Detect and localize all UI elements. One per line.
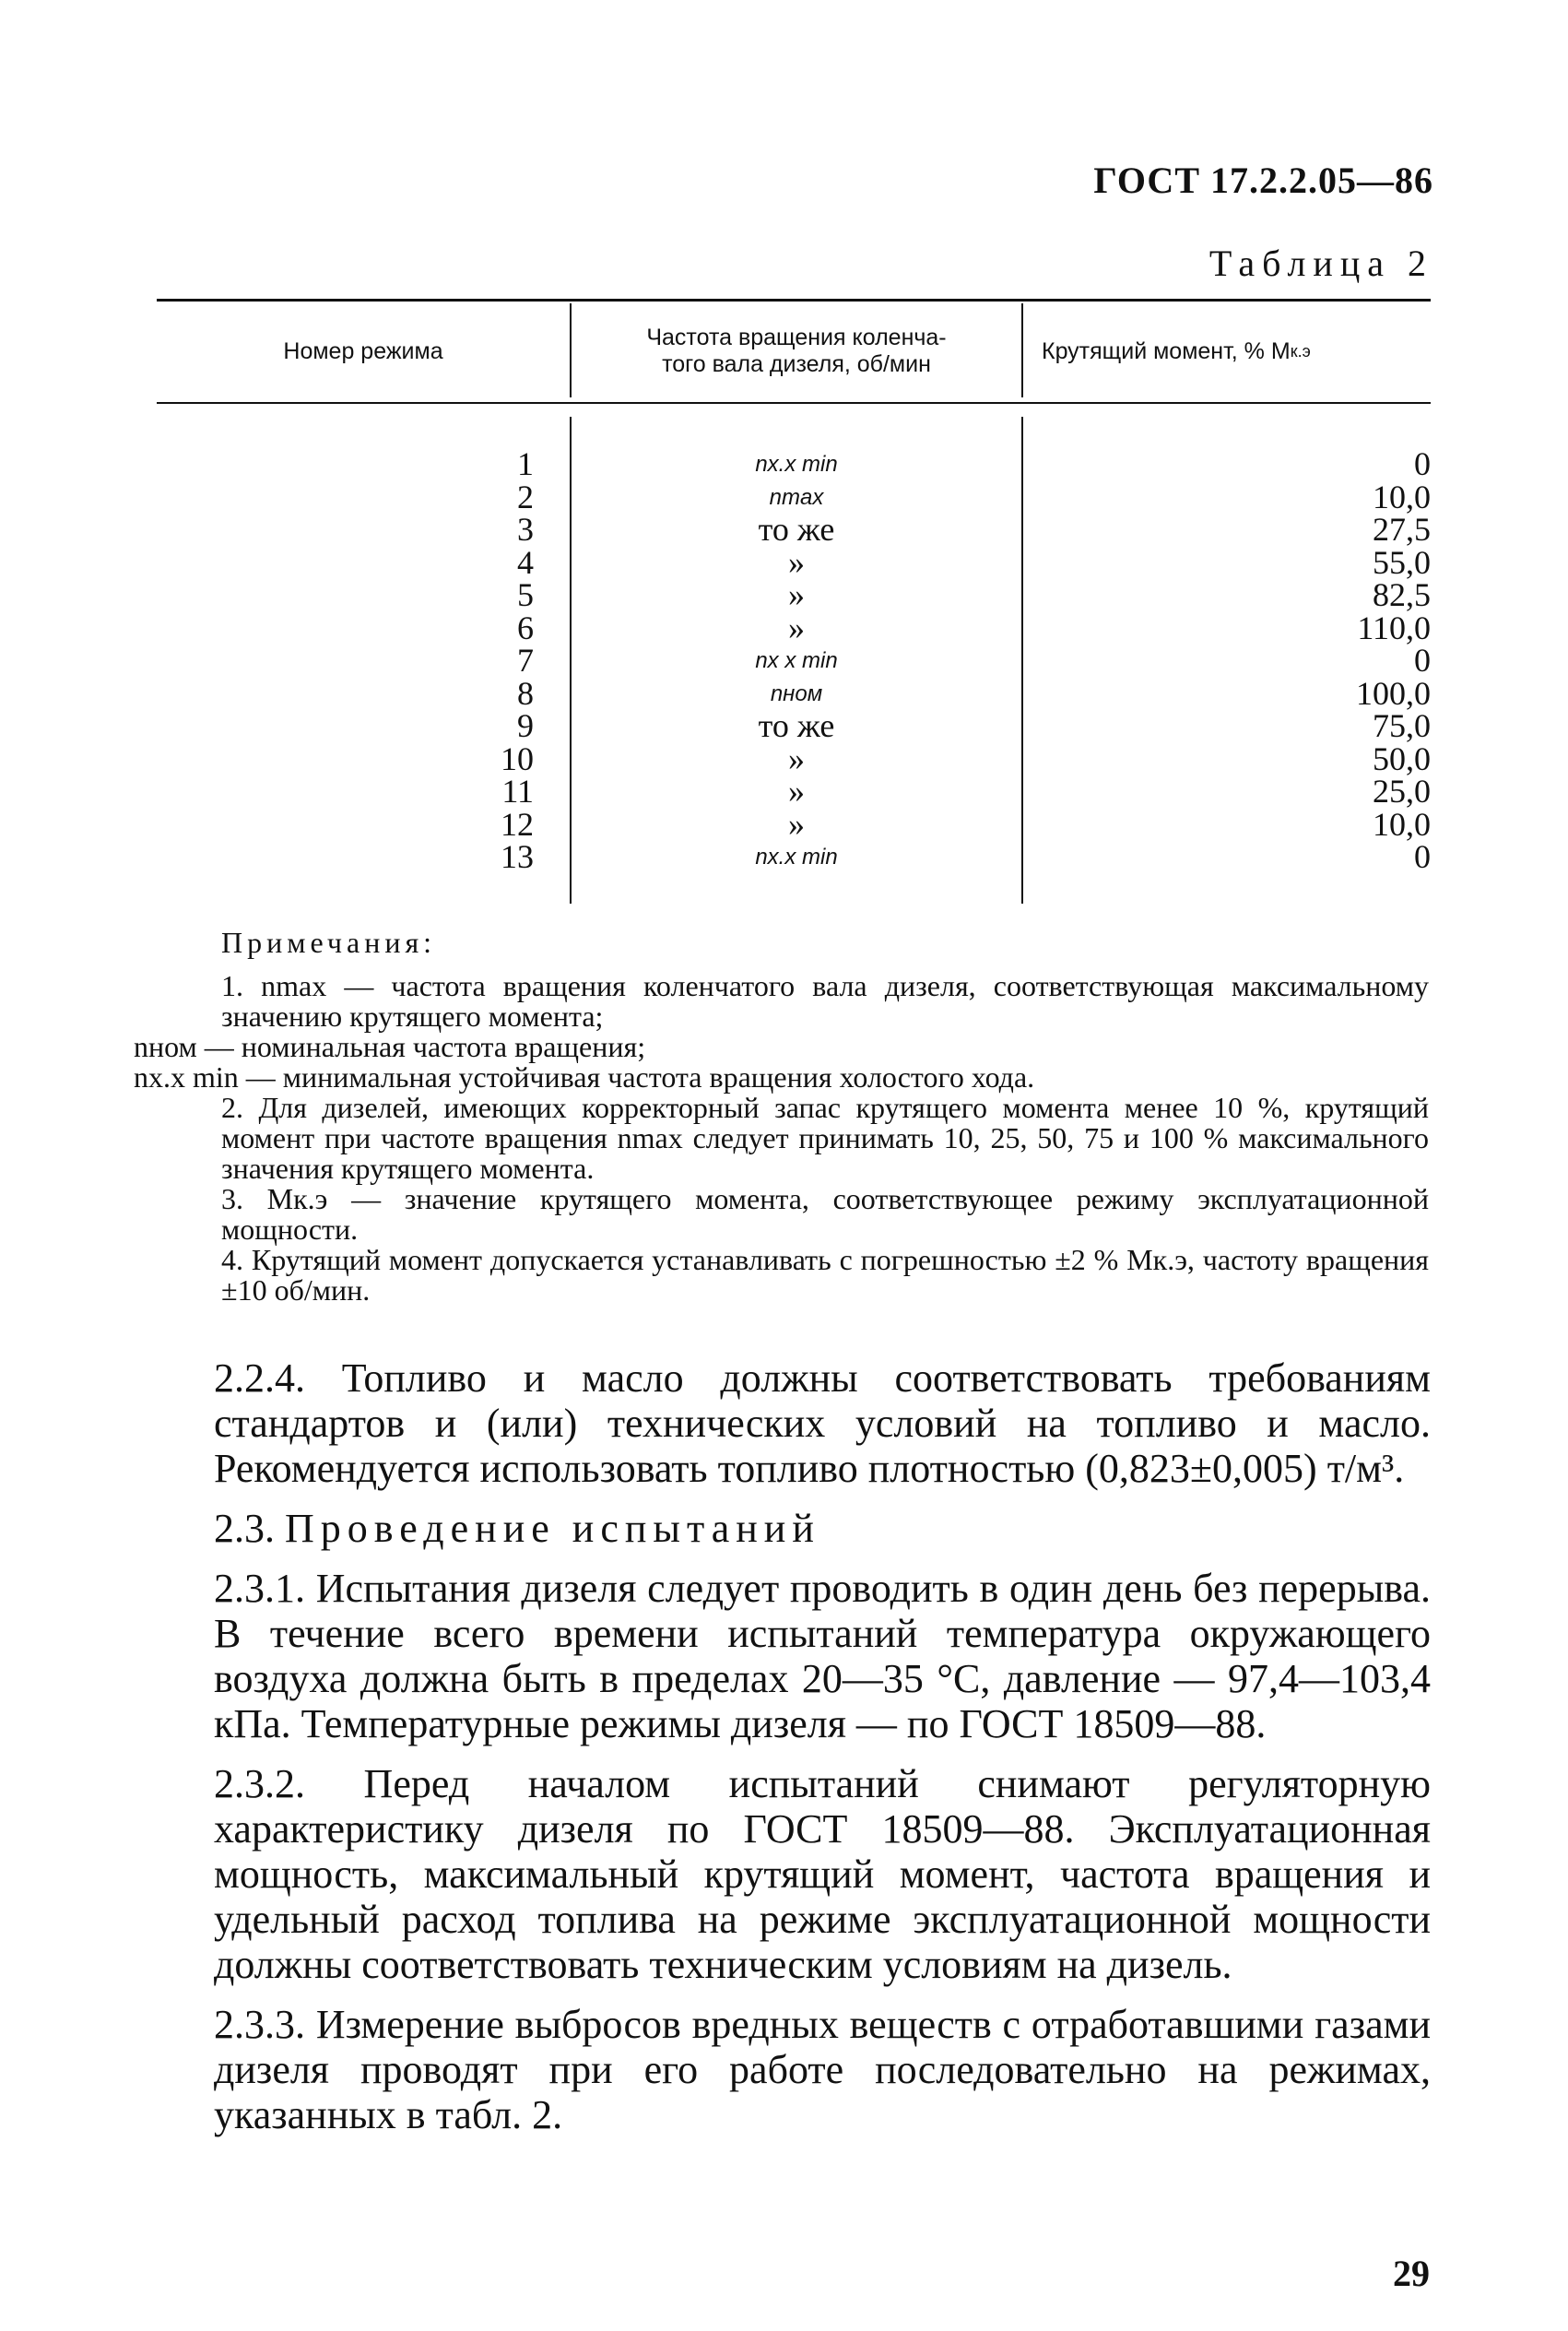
cell-rotation-speed: » [788, 609, 805, 646]
paragraph-2-2-4: 2.2.4. Топливо и масло должны соответствовать требованиям стандартов и (или) технических условий на топливо и масло. Рекомендуется использовать топливо плотностью (0,823±0,005) т/м³. [214, 1355, 1431, 1491]
cell-mode-number: 13 [501, 838, 534, 875]
cell-rotation-speed: nmax [769, 484, 824, 510]
cell-rotation-speed: » [788, 773, 805, 810]
cell-rotation-speed: » [788, 543, 805, 581]
table-row [157, 707, 1431, 744]
cell-torque: 50,0 [1373, 740, 1431, 777]
cell-mode-number: 5 [517, 576, 534, 613]
notes-title: Примечания: [221, 926, 437, 959]
cell-rotation-speed: nx.x min [755, 452, 838, 477]
page-number: 29 [1393, 2253, 1430, 2294]
header-mode-number: Номер режима [283, 337, 443, 364]
table-row [157, 805, 1431, 843]
cell-torque: 25,0 [1373, 773, 1431, 810]
table-row [157, 740, 1431, 777]
header-torque-sub: к.э [1290, 341, 1311, 361]
cell-mode-number: 4 [517, 543, 534, 581]
paragraph-2-3-3: 2.3.3. Измерение выбросов вредных веществ с отработавшими газами дизеля проводят при его работе последовательно на режимах, указанных в табл. 2. [214, 2002, 1431, 2137]
cell-mode-number: 3 [517, 511, 534, 548]
table-body [157, 445, 1431, 875]
note-1-nnom: nном — номинальная частота вращения; [134, 1030, 646, 1063]
cell-rotation-speed: » [788, 576, 805, 613]
cell-torque: 110,0 [1357, 609, 1431, 646]
table-row [157, 511, 1431, 548]
cell-mode-number: 6 [517, 609, 534, 646]
table-row [157, 838, 1431, 875]
cell-torque: 75,0 [1373, 707, 1431, 744]
standard-code: ГОСТ 17.2.2.05—86 [1093, 160, 1433, 201]
cell-rotation-speed: nx x min [755, 648, 838, 673]
table-row [157, 674, 1431, 712]
cell-torque: 82,5 [1373, 576, 1431, 613]
cell-rotation-speed: » [788, 805, 805, 843]
cell-torque: 0 [1414, 838, 1431, 875]
cell-rotation-speed: nx.x min [755, 845, 838, 870]
paragraph-2-3-1: 2.3.1. Испытания дизеля следует проводить в один день без перерыва. В течение всего времени испытаний температура окружающего воздуха должна быть в пределах 20—35 °С, давление — 97,4—103,4 кПа. Температурные режимы дизеля — по ГОСТ 18509—88. [214, 1566, 1431, 1746]
table-row [157, 445, 1431, 482]
section-title: Проведение испытаний [285, 1506, 820, 1551]
header-speed-line2: того вала дизеля, об/мин [662, 351, 931, 377]
cell-torque: 0 [1414, 642, 1431, 679]
table-row [157, 478, 1431, 515]
header-speed-line1: Частота вращения коленча- [646, 325, 947, 350]
cell-rotation-speed: nном [770, 680, 823, 706]
cell-rotation-speed: » [788, 740, 805, 777]
cell-torque: 100,0 [1356, 674, 1431, 712]
cell-mode-number: 1 [517, 445, 534, 482]
table-caption: Таблица 2 [1208, 243, 1433, 284]
header-rotation-speed [572, 302, 1021, 400]
body-text [214, 1355, 1431, 2152]
cell-mode-number: 2 [517, 478, 534, 515]
cell-torque: 10,0 [1373, 805, 1431, 843]
cell-mode-number: 11 [501, 773, 534, 810]
header-torque [1023, 302, 1449, 400]
table-row [157, 642, 1431, 679]
modes-table [157, 299, 1431, 907]
table-header-rule [157, 402, 1431, 404]
note-3: 3. Mк.э — значение крутящего момента, соответствующее режиму эксплуатационной мощности. [221, 1182, 1429, 1246]
section-2-3-heading [214, 1506, 1431, 1551]
cell-mode-number: 10 [501, 740, 534, 777]
table-row [157, 775, 1431, 809]
table-row [157, 576, 1431, 613]
note-4: 4. Крутящий момент допускается устанавливать с погрешностью ±2 % Mк.э, частоту вращения ±10 об/мин. [221, 1243, 1429, 1307]
cell-mode-number: 8 [517, 674, 534, 712]
cell-torque: 0 [1414, 445, 1431, 482]
cell-mode-number: 9 [517, 707, 534, 744]
section-number: 2.3. [214, 1506, 275, 1551]
cell-torque: 10,0 [1373, 478, 1431, 515]
cell-torque: 27,5 [1373, 511, 1431, 548]
note-1-nxx: nx.x min — минимальная устойчивая частота вращения холостого хода. [134, 1060, 1035, 1094]
table-row [157, 609, 1431, 646]
table-top-rule [157, 299, 1431, 302]
cell-mode-number: 7 [517, 642, 534, 679]
cell-rotation-speed: то же [758, 511, 835, 548]
note-1: 1. nmax — частота вращения коленчатого вала дизеля, соответствующая максимальному значению крутящего момента; [221, 969, 1429, 1033]
cell-torque: 55,0 [1373, 543, 1431, 581]
cell-rotation-speed: то же [758, 707, 835, 744]
header-torque-label: Крутящий момент, % M [1042, 337, 1291, 364]
cell-mode-number: 12 [501, 805, 534, 843]
note-2: 2. Для дизелей, имеющих корректорный запас крутящего момента менее 10 %, крутящий момент при частоте вращения nmax следует принимать 10, 25, 50, 75 и 100 % максимального значения крутящего момента. [221, 1091, 1429, 1185]
notes-block [134, 926, 1429, 1307]
paragraph-2-3-2: 2.3.2. Перед началом испытаний снимают регуляторную характеристику дизеля по ГОСТ 18509—88. Эксплуатационная мощность, максимальный крутящий момент, частота вращения и удельный расход топлива на режиме эксплуатационной мощности должны соответствовать техническим условиям на дизель. [214, 1761, 1431, 1987]
table-row [157, 543, 1431, 581]
